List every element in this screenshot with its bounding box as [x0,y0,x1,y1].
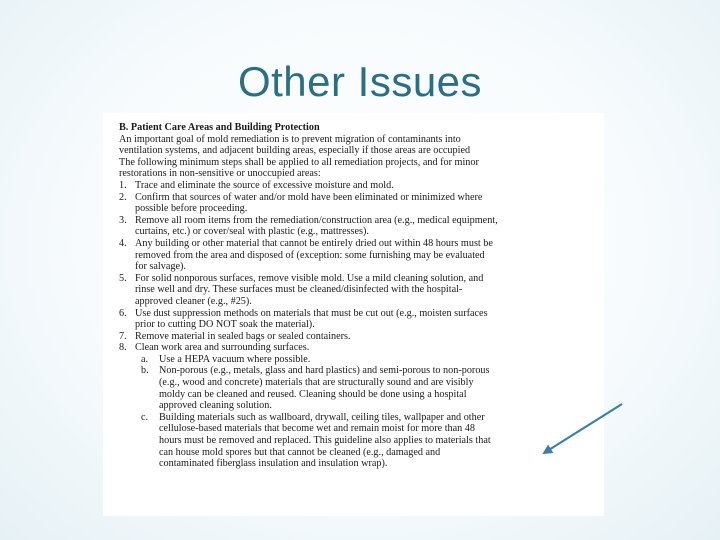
sub-item-cont: approved cleaning solution. [159,400,272,412]
intro-line: ventilation systems, and adjacent building areas, especially if those areas are occupied [119,145,471,157]
list-item: 1. Trace and eliminate the source of excessive moisture and mold. [119,179,394,191]
section-heading: B. Patient Care Areas and Building Protection [119,122,320,133]
intro-line: The following minimum steps shall be applied to all remediation projects, and for minor [119,156,479,168]
sub-item-cont: (e.g., wood and concrete) materials that are structurally sound and are visibly [159,377,474,389]
intro-line: restorations in non-sensitive or unoccupied areas: [119,168,321,180]
document-image [103,113,604,516]
sub-item-cont: contaminated fiberglass insulation and insulation wrap). [159,458,388,470]
sub-item-cont: hours must be removed and replaced. This guideline also applies to materials that [159,435,491,447]
intro-line: An important goal of mold remediation is to prevent migration of contaminants into [119,133,461,145]
sub-item-cont: can house mold spores but that cannot be cleaned (e.g., damaged and [159,446,441,458]
list-item-cont: curtains, etc.) or cover/seal with plastic (e.g., mattresses). [135,226,369,238]
sub-item: c. Building materials such as wallboard, drywall, ceiling tiles, wallpaper and other [141,411,485,423]
sub-item-cont: cellulose-based materials that become wet and remain moist for more than 48 [159,423,475,435]
list-item: 2. Confirm that sources of water and/or mold have been eliminated or minimized where [119,191,483,203]
list-item: 5. For solid nonporous surfaces, remove visible mold. Use a mild cleaning solution, and [119,272,484,284]
list-item-cont: for salvage). [135,261,186,273]
list-item: 3. Remove all room items from the remediation/construction area (e.g., medical equipment, [119,214,498,226]
list-item-cont: prior to cutting DO NOT soak the material). [135,319,315,331]
list-item: 6. Use dust suppression methods on materials that must be cut out (e.g., moisten surfaces [119,307,488,319]
list-item: 4. Any building or other material that cannot be entirely dried out within 48 hours must be [119,237,493,249]
sub-item: a. Use a HEPA vacuum where possible. [141,353,311,365]
list-item: 8. Clean work area and surrounding surfaces. [119,342,310,354]
list-item-cont: possible before proceeding. [135,203,248,215]
sub-item-cont: moldy can be cleaned and reused. Cleaning should be done using a hospital [159,388,467,400]
list-item: 7. Remove material in sealed bags or sealed containers. [119,330,351,342]
list-item-cont: approved cleaner (e.g., #25). [135,295,252,307]
list-item-cont: rinse well and dry. These surfaces must be cleaned/disinfected with the hospital- [135,284,463,296]
sub-item: b. Non-porous (e.g., metals, glass and hard plastics) and semi-porous to non-porous [141,365,490,377]
list-item-cont: removed from the area and disposed of (exception: some furnishing may be evaluated [135,249,485,261]
slide-title: Other Issues [237,58,483,105]
